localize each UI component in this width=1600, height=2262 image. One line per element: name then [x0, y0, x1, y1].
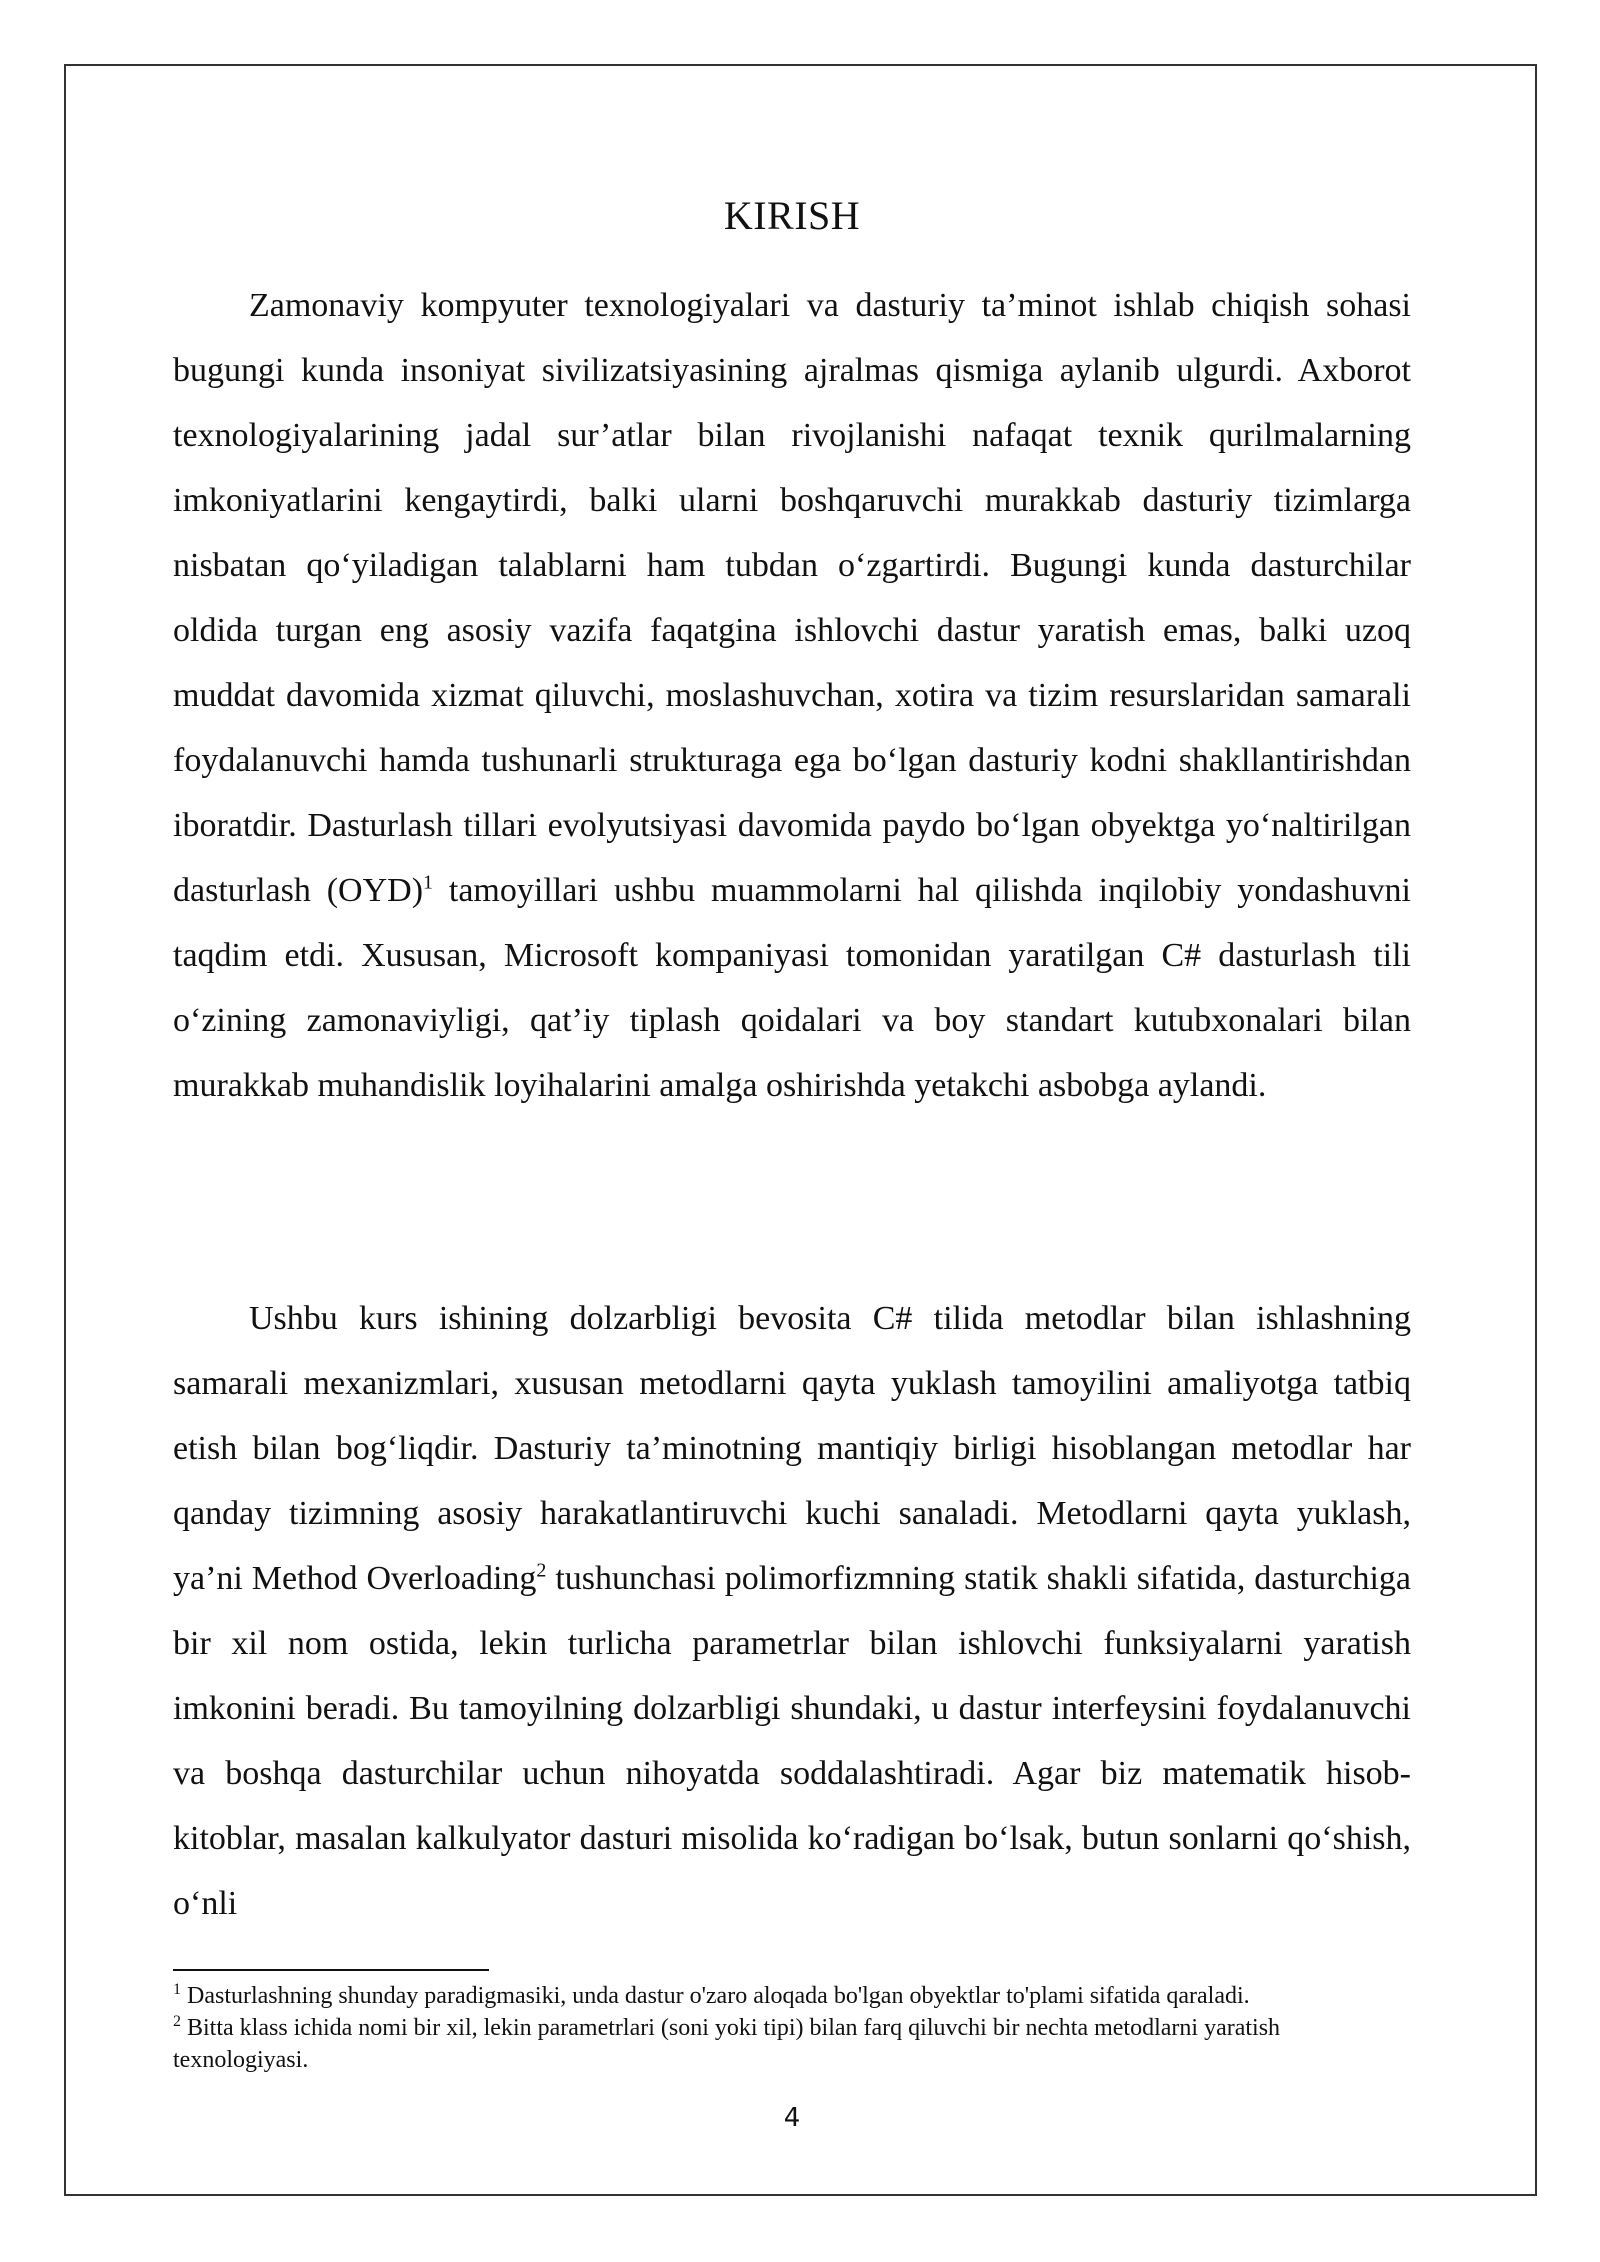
body-paragraph-1: [173, 273, 1411, 1118]
paragraph-2-text-b: tushunchasi polimorfizmning statik shakli sifatida, dasturchiga bir xil nom ostida, lekin turlicha parametrlar bilan ishlovchi funksiyalarni yaratish imkonini beradi. Bu tamoyilning dolzarbligi shundaki, u dastur interfeysini foydalanuvchi va boshqa dasturchilar uchun nihoyatda soddalashtiradi. Agar biz matematik hisob-kitoblar, masalan kalkulyator dasturi misolida ko‘radigan bo‘lsak, butun sonlarni qo‘shish, o‘nli: [173, 1560, 1411, 1922]
footnote-2-marker: 2: [173, 2013, 181, 2030]
footnote-ref-2: 2: [536, 1559, 547, 1582]
footnote-2-text: Bitta klass ichida nomi bir xil, lekin parametrlari (soni yoki tipi) bilan farq qiluvchi bir nechta metodlarni yaratish texnologiyasi.: [173, 2015, 1281, 2073]
paragraph-2-text-a: Ushbu kurs ishining dolzarbligi bevosita C# tilida metodlar bilan ishlashning samarali mexanizmlari, xususan metodlarni qayta yuklash tamoyilini amaliyotga tatbiq etish bilan bog‘liqdir. Dasturiy ta’minotning mantiqiy birligi hisoblangan metodlar har qanday tizimning asosiy harakatlantiruvchi kuchi sanaladi. Metodlarni qayta yuklash, ya’ni Method Overloading: [173, 1300, 1411, 1597]
section-title: KIRISH: [723, 193, 861, 238]
footnote-separator: [173, 1969, 489, 1971]
footnote-1-text: Dasturlashning shunday paradigmasiki, unda dastur o'zaro aloqada bo'lgan obyektlar to'plami sifatida qaraladi.: [181, 1983, 1250, 2009]
footnote-ref-1: 1: [423, 871, 434, 894]
footnote-1: [173, 1980, 1411, 2012]
paragraph-1-text-b: tamoyillari ushbu muammolarni hal qilishda inqilobiy yondashuvni taqdim etdi. Xususan, Microsoft kompaniyasi tomonidan yaratilgan C# dasturlash tili o‘zining zamonaviyligi, qat’iy tiplash qoidalari va boy standart kutubxonalari bilan murakkab muhandislik loyihalarini amalga oshirishda yetakchi asbobga aylandi.: [173, 872, 1411, 1104]
paragraph-1-text-a: Zamonaviy kompyuter texnologiyalari va dasturiy ta’minot ishlab chiqish sohasi bugungi kunda insoniyat sivilizatsiyasining ajralmas qismiga aylanib ulgurdi. Axborot texnologiyalarining jadal sur’atlar bilan rivojlanishi nafaqat texnik qurilmalarning imkoniyatlarini kengaytirdi, balki ularni boshqaruvchi murakkab dasturiy tizimlarga nisbatan qo‘yiladigan talablarni ham tubdan o‘zgartirdi. Bugungi kunda dasturchilar oldida turgan eng asosiy vazifa faqatgina ishlovchi dastur yaratish emas, balki uzoq muddat davomida xizmat qiluvchi, moslashuvchan, xotira va tizim resurslaridan samarali foydalanuvchi hamda tushunarli strukturaga ega bo‘lgan dasturiy kodni shakllantirishdan iboratdir. Dasturlash tillari evolyutsiyasi davomida paydo bo‘lgan obyektga yo‘naltirilgan dasturlash (OYD): [173, 287, 1411, 909]
body-paragraph-2: [173, 1286, 1411, 1936]
page-number: 4: [783, 2103, 801, 2133]
footnote-2: [173, 2012, 1411, 2076]
footnote-1-marker: 1: [173, 1981, 181, 1998]
footnotes: [173, 1980, 1411, 2076]
